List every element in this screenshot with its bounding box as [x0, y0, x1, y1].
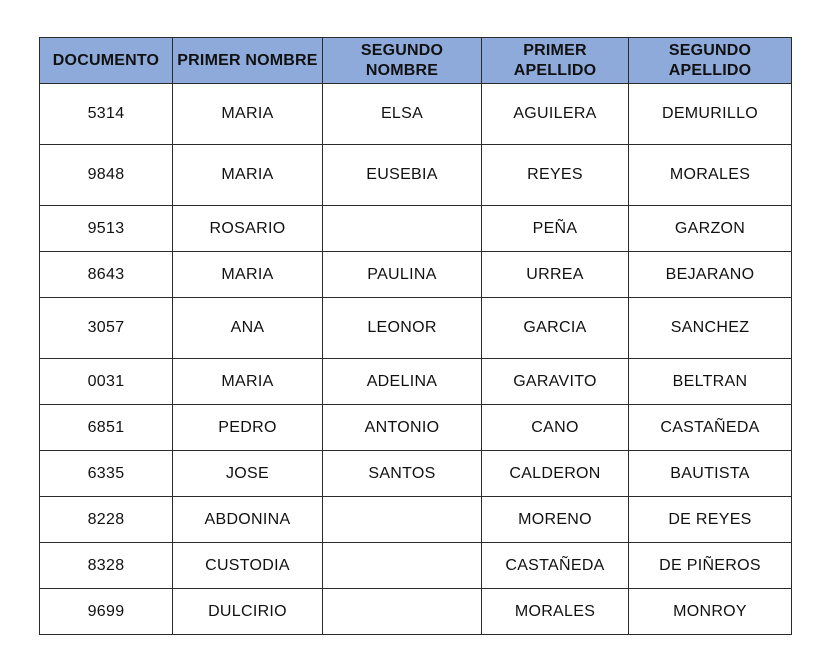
cell-documento: 8328 [40, 543, 173, 589]
cell-documento: 9848 [40, 145, 173, 206]
header-row [40, 38, 792, 84]
cell-documento: 9513 [40, 206, 173, 252]
cell-primer-nombre: CUSTODIA [173, 543, 323, 589]
cell-primer-nombre: MARIA [173, 84, 323, 145]
cell-primer-nombre: PEDRO [173, 405, 323, 451]
header-primer-nombre: PRIMER NOMBRE [173, 38, 323, 84]
table-row [40, 451, 792, 497]
cell-primer-apellido: MORENO [482, 497, 629, 543]
cell-primer-apellido: AGUILERA [482, 84, 629, 145]
cell-primer-apellido: CANO [482, 405, 629, 451]
table-row [40, 84, 792, 145]
cell-documento: 0031 [40, 359, 173, 405]
cell-primer-apellido: PEÑA [482, 206, 629, 252]
table-row [40, 206, 792, 252]
cell-primer-nombre: MARIA [173, 359, 323, 405]
cell-documento: 9699 [40, 589, 173, 635]
cell-primer-nombre: ROSARIO [173, 206, 323, 252]
cell-primer-apellido: GARCIA [482, 298, 629, 359]
cell-segundo-nombre: ELSA [323, 84, 482, 145]
cell-segundo-apellido: SANCHEZ [629, 298, 792, 359]
cell-segundo-apellido: CASTAÑEDA [629, 405, 792, 451]
cell-primer-apellido: CALDERON [482, 451, 629, 497]
cell-documento: 3057 [40, 298, 173, 359]
table-row [40, 589, 792, 635]
cell-documento: 8643 [40, 252, 173, 298]
cell-segundo-nombre: ANTONIO [323, 405, 482, 451]
cell-primer-apellido: MORALES [482, 589, 629, 635]
cell-documento: 6851 [40, 405, 173, 451]
cell-primer-apellido: REYES [482, 145, 629, 206]
table-row [40, 298, 792, 359]
cell-primer-nombre: JOSE [173, 451, 323, 497]
header-primer-apellido: PRIMER APELLIDO [482, 38, 629, 84]
table-header [40, 38, 792, 84]
cell-segundo-nombre [323, 543, 482, 589]
table-row [40, 252, 792, 298]
cell-primer-apellido: GARAVITO [482, 359, 629, 405]
cell-segundo-apellido: MONROY [629, 589, 792, 635]
cell-segundo-apellido: DEMURILLO [629, 84, 792, 145]
cell-segundo-nombre [323, 497, 482, 543]
cell-segundo-apellido: MORALES [629, 145, 792, 206]
cell-segundo-nombre: PAULINA [323, 252, 482, 298]
table-row [40, 145, 792, 206]
cell-primer-nombre: MARIA [173, 145, 323, 206]
table-body [40, 84, 792, 635]
table-row [40, 543, 792, 589]
cell-segundo-apellido: BAUTISTA [629, 451, 792, 497]
cell-primer-nombre: ABDONINA [173, 497, 323, 543]
header-segundo-nombre: SEGUNDO NOMBRE [323, 38, 482, 84]
cell-documento: 8228 [40, 497, 173, 543]
cell-segundo-apellido: DE PIÑEROS [629, 543, 792, 589]
people-table [39, 37, 792, 635]
cell-segundo-apellido: BEJARANO [629, 252, 792, 298]
cell-primer-apellido: CASTAÑEDA [482, 543, 629, 589]
header-documento: DOCUMENTO [40, 38, 173, 84]
cell-primer-nombre: MARIA [173, 252, 323, 298]
header-segundo-apellido: SEGUNDO APELLIDO [629, 38, 792, 84]
cell-segundo-nombre: EUSEBIA [323, 145, 482, 206]
cell-segundo-nombre [323, 589, 482, 635]
cell-primer-nombre: DULCIRIO [173, 589, 323, 635]
cell-segundo-nombre: ADELINA [323, 359, 482, 405]
cell-segundo-nombre [323, 206, 482, 252]
cell-primer-nombre: ANA [173, 298, 323, 359]
table-row [40, 405, 792, 451]
cell-segundo-nombre: SANTOS [323, 451, 482, 497]
cell-primer-apellido: URREA [482, 252, 629, 298]
cell-documento: 6335 [40, 451, 173, 497]
cell-segundo-apellido: BELTRAN [629, 359, 792, 405]
table-row [40, 497, 792, 543]
cell-segundo-nombre: LEONOR [323, 298, 482, 359]
cell-segundo-apellido: GARZON [629, 206, 792, 252]
table-row [40, 359, 792, 405]
cell-documento: 5314 [40, 84, 173, 145]
cell-segundo-apellido: DE REYES [629, 497, 792, 543]
